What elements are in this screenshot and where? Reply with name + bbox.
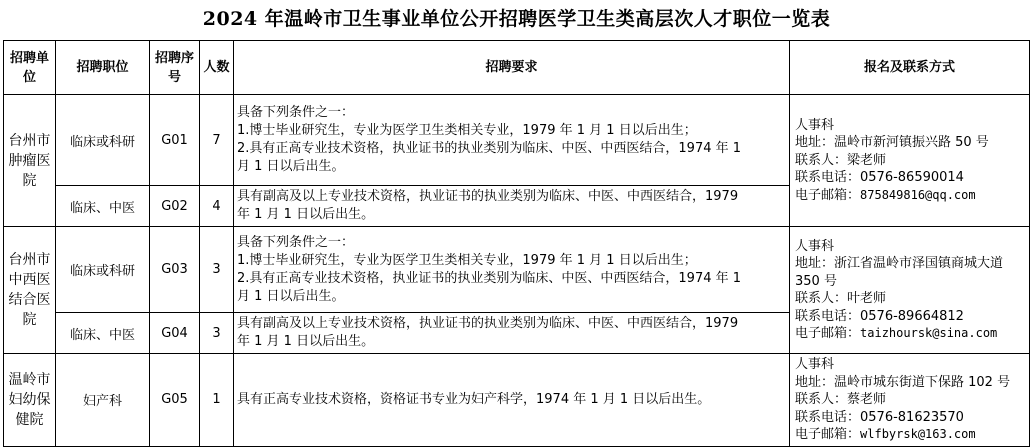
contact-address: 350 号 bbox=[795, 273, 837, 289]
header-requirements: 招聘要求 bbox=[234, 41, 790, 95]
req-line: 年 1 月 1 日以后出生。 bbox=[237, 207, 375, 222]
contact-info bbox=[790, 354, 1030, 447]
contact-address: 地址：浙江省温岭市泽国镇商城大道 bbox=[795, 256, 1004, 271]
position-title: 妇产科 bbox=[56, 354, 150, 447]
contact-email-row bbox=[795, 187, 1024, 205]
contact-address: 地址：温岭市城东街道下保路 102 号 bbox=[795, 374, 1011, 390]
req-line: 1.博士毕业研究生，专业为医学卫生类相关专业，1979 年 1 月 1 日以后出生； bbox=[237, 123, 697, 138]
contact-info bbox=[790, 95, 1030, 227]
position-serial: G05 bbox=[150, 354, 200, 447]
header-unit: 招聘单位 bbox=[4, 41, 56, 95]
position-count: 4 bbox=[200, 186, 234, 227]
page-title: 2024 年温岭市卫生事业单位公开招聘医学卫生类高层次人才职位一览表 bbox=[202, 8, 831, 30]
header-count: 人数 bbox=[200, 41, 234, 95]
position-title: 临床、中医 bbox=[56, 313, 150, 354]
contact-email[interactable]: taizhoursk@sina.com bbox=[860, 326, 998, 340]
positions-table bbox=[3, 40, 1030, 447]
header-contact: 报名及联系方式 bbox=[790, 41, 1030, 95]
table-row bbox=[4, 227, 1030, 313]
contact-email-label: 电子邮箱： bbox=[795, 427, 861, 442]
position-requirements bbox=[234, 354, 790, 447]
header-position: 招聘职位 bbox=[56, 41, 150, 95]
req-line: 具备下列条件之一： bbox=[237, 105, 355, 120]
header-serial: 招聘序号 bbox=[150, 41, 200, 95]
header-row bbox=[4, 41, 1030, 95]
contact-phone: 联系电话：0576-86590014 bbox=[795, 170, 964, 186]
req-line: 具有副高及以上专业技术资格，执业证书的执业类别为临床、中医、中西医结合，1979 bbox=[237, 316, 739, 331]
position-requirements bbox=[234, 186, 790, 227]
position-serial: G04 bbox=[150, 313, 200, 354]
req-line: 月 1 日以后出生。 bbox=[237, 159, 345, 174]
contact-email-label: 电子邮箱： bbox=[795, 187, 861, 203]
contact-phone: 联系电话：0576-89664812 bbox=[795, 308, 964, 324]
position-title: 临床或科研 bbox=[56, 95, 150, 186]
req-line: 具备下列条件之一： bbox=[237, 234, 355, 250]
unit-name: 台州市中西医结合医院 bbox=[4, 227, 56, 354]
req-line: 1.博士毕业研究生，专业为医学卫生类相关专业，1979 年 1 月 1 日以后出生； bbox=[237, 252, 697, 268]
position-requirements bbox=[234, 227, 790, 313]
contact-person: 联系人：叶老师 bbox=[795, 291, 887, 306]
contact-dept: 人事科 bbox=[795, 357, 835, 372]
contact-person: 联系人：梁老师 bbox=[795, 152, 887, 168]
req-line: 2.具有正高专业技术资格，执业证书的执业类别为临床、中医、中西医结合，1974 年 1 bbox=[237, 270, 742, 286]
position-requirements bbox=[234, 95, 790, 186]
table-row bbox=[4, 354, 1030, 447]
unit-name: 台州市肿瘤医院 bbox=[4, 95, 56, 227]
position-serial: G01 bbox=[150, 95, 200, 186]
contact-email[interactable]: 875849816@qq.com bbox=[860, 187, 976, 202]
position-count: 7 bbox=[200, 95, 234, 186]
contact-phone: 联系电话：0576-81623570 bbox=[795, 409, 964, 425]
contact-info bbox=[790, 227, 1030, 354]
contact-email[interactable]: wlfbyrsk@163.com bbox=[860, 427, 976, 441]
position-count: 1 bbox=[200, 354, 234, 447]
position-count: 3 bbox=[200, 227, 234, 313]
position-serial: G03 bbox=[150, 227, 200, 313]
table-row bbox=[4, 95, 1030, 186]
req-line: 具有正高专业技术资格，资格证书专业为妇产科学，1974 年 1 月 1 日以后出生。 bbox=[237, 391, 711, 407]
position-serial: G02 bbox=[150, 186, 200, 227]
req-line: 年 1 月 1 日以后出生。 bbox=[237, 334, 375, 349]
position-title: 临床或科研 bbox=[56, 227, 150, 313]
contact-email-row bbox=[795, 426, 1024, 444]
contact-email-row bbox=[795, 325, 1024, 343]
position-title: 临床、中医 bbox=[56, 186, 150, 227]
position-count: 3 bbox=[200, 313, 234, 354]
req-line: 2.具有正高专业技术资格，执业证书的执业类别为临床、中医、中西医结合，1974 年 1 bbox=[237, 141, 742, 156]
contact-dept: 人事科 bbox=[795, 238, 835, 254]
unit-name: 温岭市妇幼保健院 bbox=[4, 354, 56, 447]
req-line: 具有副高及以上专业技术资格，执业证书的执业类别为临床、中医、中西医结合，1979 bbox=[237, 189, 739, 204]
contact-email-label: 电子邮箱： bbox=[795, 326, 861, 341]
contact-address: 地址：温岭市新河镇振兴路 50 号 bbox=[795, 135, 989, 151]
req-line: 月 1 日以后出生。 bbox=[237, 288, 345, 304]
contact-dept: 人事科 bbox=[795, 117, 835, 133]
position-requirements bbox=[234, 313, 790, 354]
contact-person: 联系人：蔡老师 bbox=[795, 392, 887, 407]
